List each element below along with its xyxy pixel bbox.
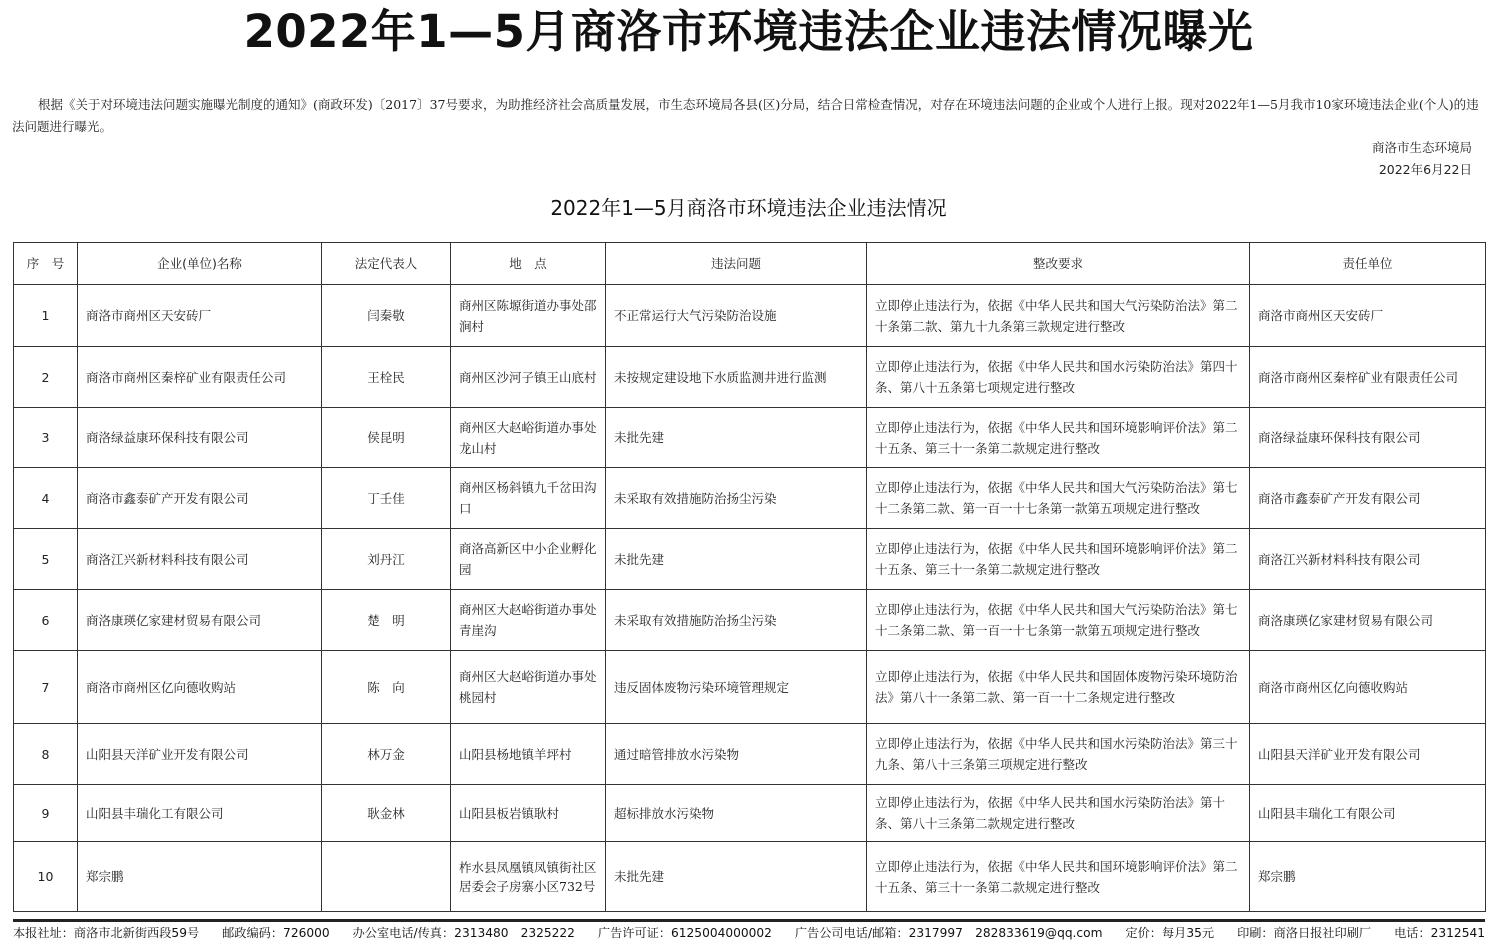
cell-name: 商洛市鑫泰矿产开发有限公司 (78, 468, 322, 529)
cell-unit: 商洛市商州区秦梓矿业有限责任公司 (1250, 347, 1486, 408)
cell-location: 商州区陈塬街道办事处邵涧村 (451, 285, 606, 347)
cell-unit: 山阳县天洋矿业开发有限公司 (1250, 724, 1486, 785)
intro-paragraph: 根据《关于对环境违法问题实施曝光制度的通知》(商政环发)〔2017〕37号要求，为助推经济社会高质量发展，市生态环境局各县(区)分局，结合日常检查情况，对存在环境违法问题的企业或个人进行上报。现对2022年1—5月我市10家环境违法企业(个人)的违法问题进行曝光。 (12, 97, 1479, 134)
cell-name: 商洛江兴新材料科技有限公司 (78, 529, 322, 590)
cell-location: 商州区大赵峪街道办事处龙山村 (451, 408, 606, 468)
cell-location: 商州区杨斜镇九千岔田沟口 (451, 468, 606, 529)
cell-requirement: 立即停止违法行为，依据《中华人民共和国水污染防治法》第四十条、第八十五条第七项规定进行整改 (867, 347, 1250, 408)
header-requirement: 整改要求 (867, 243, 1250, 285)
cell-requirement: 立即停止违法行为，依据《中华人民共和国大气污染防治法》第七十二条第二款、第一百一十七条第一款第五项规定进行整改 (867, 468, 1250, 529)
cell-no: 2 (14, 347, 78, 408)
cell-representative: 耿金林 (322, 785, 451, 842)
cell-requirement: 立即停止违法行为，依据《中华人民共和国固体废物污染环境防治法》第八十一条第二款、第一百一十二条规定进行整改 (867, 651, 1250, 724)
cell-unit: 商洛绿益康环保科技有限公司 (1250, 408, 1486, 468)
table-row (14, 785, 1486, 842)
cell-name: 商洛绿益康环保科技有限公司 (78, 408, 322, 468)
cell-representative: 丁壬佳 (322, 468, 451, 529)
header-no: 序 号 (14, 243, 78, 285)
cell-issue: 未批先建 (606, 529, 867, 590)
cell-issue: 未批先建 (606, 408, 867, 468)
cell-name: 商洛市商州区秦梓矿业有限责任公司 (78, 347, 322, 408)
cell-no: 9 (14, 785, 78, 842)
cell-requirement: 立即停止违法行为，依据《中华人民共和国水污染防治法》第三十九条、第八十三条第三项规定进行整改 (867, 724, 1250, 785)
cell-name: 商洛康瑛亿家建材贸易有限公司 (78, 590, 322, 651)
cell-issue: 未采取有效措施防治扬尘污染 (606, 468, 867, 529)
cell-name: 商洛市商州区亿向德收购站 (78, 651, 322, 724)
cell-issue: 违反固体废物污染环境管理规定 (606, 651, 867, 724)
cell-issue: 未按规定建设地下水质监测井进行监测 (606, 347, 867, 408)
cell-representative: 刘丹江 (322, 529, 451, 590)
cell-name: 山阳县天洋矿业开发有限公司 (78, 724, 322, 785)
footer-address: 本报社址：商洛市北新街西段59号 (13, 925, 200, 940)
table-row (14, 468, 1486, 529)
table-header-row (14, 243, 1486, 285)
cell-location: 商洛高新区中小企业孵化园 (451, 529, 606, 590)
cell-location: 商州区大赵峪街道办事处青崖沟 (451, 590, 606, 651)
table-row (14, 842, 1486, 912)
cell-issue: 不正常运行大气污染防治设施 (606, 285, 867, 347)
footer-printer-phone: 电话：2312541 (1394, 925, 1485, 940)
cell-unit: 郑宗鹏 (1250, 842, 1486, 912)
footer-price: 定价：每月35元 (1125, 925, 1215, 940)
cell-issue: 超标排放水污染物 (606, 785, 867, 842)
table-row (14, 724, 1486, 785)
table-row (14, 285, 1486, 347)
footer-ad-contact: 广告公司电话/邮箱：2317997 282833619@qq.com (794, 925, 1103, 940)
footer-ad-license: 广告许可证：6125004000002 (597, 925, 772, 940)
table-title: 2022年1—5月商洛市环境违法企业违法情况 (550, 196, 947, 220)
signature-org: 商洛市生态环境局 (1371, 140, 1472, 155)
cell-requirement: 立即停止违法行为，依据《中华人民共和国大气污染防治法》第七十二条第二款、第一百一十七条第一款第五项规定进行整改 (867, 590, 1250, 651)
cell-no: 1 (14, 285, 78, 347)
cell-requirement: 立即停止违法行为，依据《中华人民共和国水污染防治法》第十条、第八十三条第二款规定进行整改 (867, 785, 1250, 842)
cell-location: 商州区大赵峪街道办事处桃园村 (451, 651, 606, 724)
cell-unit: 山阳县丰瑞化工有限公司 (1250, 785, 1486, 842)
cell-unit: 商洛市鑫泰矿产开发有限公司 (1250, 468, 1486, 529)
cell-name: 郑宗鹏 (78, 842, 322, 912)
page-headline: 2022年1—5月商洛市环境违法企业违法情况曝光 (243, 5, 1254, 58)
table-row (14, 651, 1486, 724)
violations-table (13, 242, 1486, 912)
cell-location: 柞水县凤凰镇凤镇街社区居委会子房寨小区732号 (451, 842, 606, 912)
footer-printer: 印刷：商洛日报社印刷厂 (1237, 925, 1372, 940)
cell-requirement: 立即停止违法行为，依据《中华人民共和国环境影响评价法》第二十五条、第三十一条第二款规定进行整改 (867, 842, 1250, 912)
cell-name: 山阳县丰瑞化工有限公司 (78, 785, 322, 842)
cell-no: 5 (14, 529, 78, 590)
cell-location: 商州区沙河子镇王山底村 (451, 347, 606, 408)
cell-issue: 未采取有效措施防治扬尘污染 (606, 590, 867, 651)
cell-issue: 通过暗管排放水污染物 (606, 724, 867, 785)
table-row (14, 408, 1486, 468)
cell-unit: 商洛江兴新材料科技有限公司 (1250, 529, 1486, 590)
cell-name: 商洛市商州区天安砖厂 (78, 285, 322, 347)
cell-unit: 商洛康瑛亿家建材贸易有限公司 (1250, 590, 1486, 651)
footer-imprint (13, 922, 1485, 942)
cell-unit: 商洛市商州区天安砖厂 (1250, 285, 1486, 347)
cell-no: 4 (14, 468, 78, 529)
cell-location: 山阳县杨地镇羊坪村 (451, 724, 606, 785)
cell-requirement: 立即停止违法行为，依据《中华人民共和国环境影响评价法》第二十五条、第三十一条第二款规定进行整改 (867, 529, 1250, 590)
cell-requirement: 立即停止违法行为，依据《中华人民共和国环境影响评价法》第二十五条、第三十一条第二款规定进行整改 (867, 408, 1250, 468)
cell-representative: 王栓民 (322, 347, 451, 408)
footer-office-phone: 办公室电话/传真：2313480 2325222 (352, 925, 575, 940)
cell-location: 山阳县板岩镇耿村 (451, 785, 606, 842)
cell-no: 6 (14, 590, 78, 651)
header-location: 地 点 (451, 243, 606, 285)
footer-postcode: 邮政编码：726000 (222, 925, 330, 940)
cell-no: 7 (14, 651, 78, 724)
cell-representative (322, 842, 451, 912)
header-representative: 法定代表人 (322, 243, 451, 285)
cell-requirement: 立即停止违法行为，依据《中华人民共和国大气污染防治法》第二十条第二款、第九十九条第三款规定进行整改 (867, 285, 1250, 347)
table-row (14, 529, 1486, 590)
cell-representative: 陈 向 (322, 651, 451, 724)
header-name: 企业(单位)名称 (78, 243, 322, 285)
header-issue: 违法问题 (606, 243, 867, 285)
cell-unit: 商洛市商州区亿向德收购站 (1250, 651, 1486, 724)
cell-representative: 林万金 (322, 724, 451, 785)
cell-representative: 闫秦敬 (322, 285, 451, 347)
cell-no: 8 (14, 724, 78, 785)
cell-representative: 楚 明 (322, 590, 451, 651)
cell-representative: 侯昆明 (322, 408, 451, 468)
table-row (14, 347, 1486, 408)
signature-date: 2022年6月22日 (1378, 162, 1472, 177)
table-row (14, 590, 1486, 651)
cell-no: 3 (14, 408, 78, 468)
cell-issue: 未批先建 (606, 842, 867, 912)
header-unit: 责任单位 (1250, 243, 1486, 285)
cell-no: 10 (14, 842, 78, 912)
